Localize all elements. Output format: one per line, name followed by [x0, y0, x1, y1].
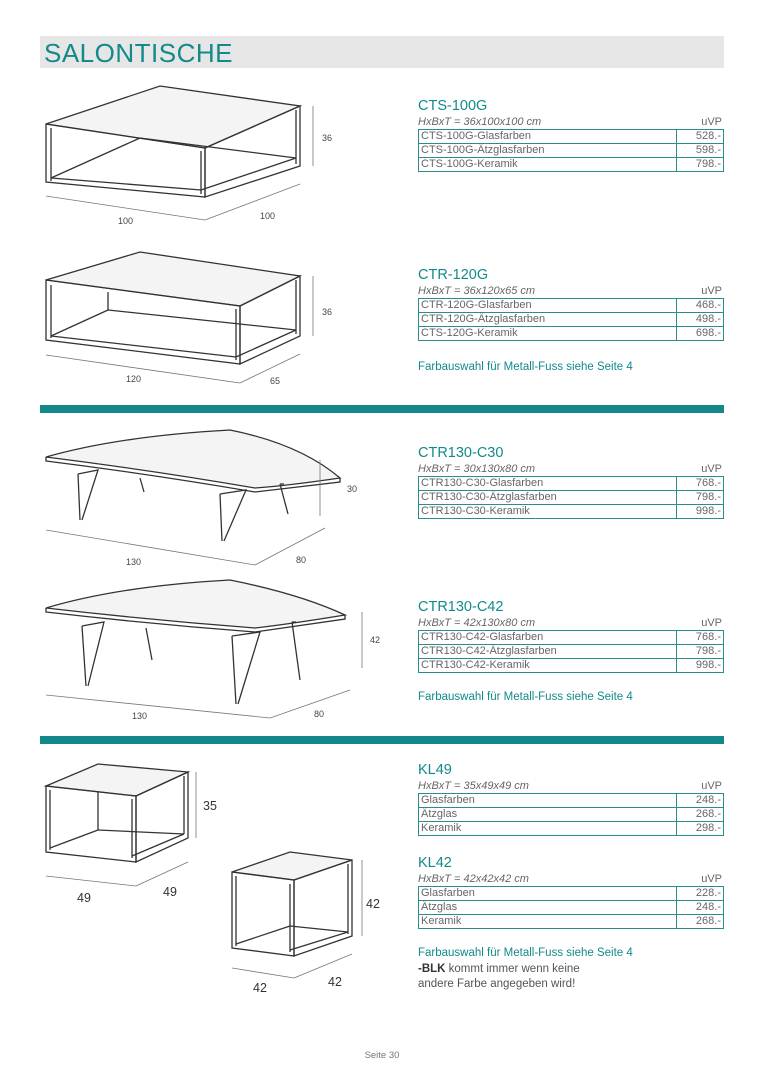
cts-height-label: 36: [322, 133, 333, 143]
variant-cell: CTR130-C42-Keramik: [419, 659, 677, 673]
price-cell: 998.-: [677, 659, 724, 673]
c30-depth-label: 80: [296, 555, 307, 565]
table-row: [419, 505, 724, 519]
price-cell: 268.-: [677, 808, 724, 822]
price-table: [418, 886, 724, 929]
table-row: [419, 158, 724, 172]
product-name: CTR-120G: [418, 267, 489, 283]
price-cell: 228.-: [677, 887, 724, 901]
price-table: [418, 298, 724, 341]
kl49-drawing: [46, 764, 196, 886]
product-dims: HxBxT = 36x120x65 cm: [418, 285, 536, 297]
price-cell: 798.-: [677, 491, 724, 505]
table-row: [419, 130, 724, 144]
price-cell: 498.-: [677, 313, 724, 327]
variant-cell: CTR130-C42-Ätzglasfarben: [419, 645, 677, 659]
table-row: [419, 299, 724, 313]
variant-cell: CTS-100G-Keramik: [419, 158, 677, 172]
product-name: CTR130-C30: [418, 445, 504, 461]
uvp-label: uVP: [701, 285, 722, 297]
c30-width-label: 130: [126, 557, 142, 567]
variant-cell: CTR130-C30-Keramik: [419, 505, 677, 519]
kl42-depth-label: 42: [328, 975, 342, 989]
price-cell: 768.-: [677, 631, 724, 645]
blk-text: kommt immer wenn keine: [445, 963, 580, 975]
uvp-label: uVP: [701, 873, 722, 885]
table-row: [419, 491, 724, 505]
ctr130-c42-drawing: [46, 580, 362, 718]
variant-cell: Keramik: [419, 915, 677, 929]
c30-height-label: 30: [347, 484, 358, 494]
kl42-width-label: 42: [253, 981, 267, 995]
product-ctr-120g: [418, 267, 724, 341]
cts-width-label: 100: [118, 216, 134, 226]
ctr-120g-drawing: [46, 252, 313, 383]
table-row: [419, 645, 724, 659]
c42-width-label: 130: [132, 711, 148, 721]
price-cell: 248.-: [677, 901, 724, 915]
price-cell: 768.-: [677, 477, 724, 491]
price-table: [418, 476, 724, 519]
table-row: [419, 915, 724, 929]
price-cell: 798.-: [677, 645, 724, 659]
table-row: [419, 631, 724, 645]
table-row: [419, 808, 724, 822]
price-cell: 798.-: [677, 158, 724, 172]
kl42-drawing: [232, 852, 362, 978]
uvp-label: uVP: [701, 617, 722, 629]
ctr-width-label: 120: [126, 374, 142, 384]
c42-depth-label: 80: [314, 709, 325, 719]
page-footer: Seite 30: [364, 1050, 400, 1061]
price-cell: 698.-: [677, 327, 724, 341]
uvp-label: uVP: [701, 116, 722, 128]
product-ctr130-c30: [418, 445, 724, 519]
product-kl42: [418, 855, 724, 929]
table-row: [419, 822, 724, 836]
variant-cell: CTS-100G-Glasfarben: [419, 130, 677, 144]
price-cell: 528.-: [677, 130, 724, 144]
variant-cell: CTR-120G-Glasfarben: [419, 299, 677, 313]
price-cell: 598.-: [677, 144, 724, 158]
table-row: [419, 794, 724, 808]
kl49-width-label: 49: [77, 891, 91, 905]
price-table: [418, 630, 724, 673]
product-dims: HxBxT = 42x130x80 cm: [418, 617, 536, 629]
price-cell: 998.-: [677, 505, 724, 519]
kl49-depth-label: 49: [163, 885, 177, 899]
table-row: [419, 144, 724, 158]
variant-cell: CTR130-C30-Ätzglasfarben: [419, 491, 677, 505]
price-table: [418, 129, 724, 172]
table-row: [419, 477, 724, 491]
product-kl49: [418, 762, 724, 836]
product-dims: HxBxT = 35x49x49 cm: [418, 780, 529, 792]
farbauswahl-note-2: Farbauswahl für Metall-Fuss siehe Seite 4: [418, 691, 633, 703]
ctr-height-label: 36: [322, 307, 333, 317]
product-dims: HxBxT = 42x42x42 cm: [418, 873, 529, 885]
product-dims: HxBxT = 30x130x80 cm: [418, 463, 536, 475]
variant-cell: CTS-100G-Ätzglasfarben: [419, 144, 677, 158]
price-table: [418, 793, 724, 836]
product-cts-100g: [418, 98, 724, 172]
variant-cell: CTS-120G-Keramik: [419, 327, 677, 341]
page-title: SALONTISCHE: [44, 38, 233, 68]
kl49-height-label: 35: [203, 799, 217, 813]
variant-cell: Ätzglas: [419, 901, 677, 915]
price-cell: 268.-: [677, 915, 724, 929]
cts-100g-drawing: [46, 86, 313, 220]
c42-height-label: 42: [370, 635, 381, 645]
blk-code: -BLK: [418, 963, 446, 975]
variant-cell: CTR130-C30-Glasfarben: [419, 477, 677, 491]
product-name: KL42: [418, 855, 452, 871]
uvp-label: uVP: [701, 780, 722, 792]
product-dims: HxBxT = 36x100x100 cm: [418, 116, 542, 128]
variant-cell: CTR-120G-Ätzglasfarben: [419, 313, 677, 327]
variant-cell: CTR130-C42-Glasfarben: [419, 631, 677, 645]
product-ctr130-c42: [418, 599, 724, 673]
price-cell: 248.-: [677, 794, 724, 808]
blk-text-line2: andere Farbe angegeben wird!: [418, 978, 576, 990]
kl42-height-label: 42: [366, 897, 380, 911]
table-row: [419, 887, 724, 901]
variant-cell: Glasfarben: [419, 794, 677, 808]
variant-cell: Ätzglas: [419, 808, 677, 822]
product-name: KL49: [418, 762, 452, 778]
product-name: CTR130-C42: [418, 599, 504, 615]
price-cell: 298.-: [677, 822, 724, 836]
uvp-label: uVP: [701, 463, 722, 475]
ctr-depth-label: 65: [270, 376, 281, 386]
blk-note: [418, 962, 580, 992]
farbauswahl-note-1: Farbauswahl für Metall-Fuss siehe Seite 4: [418, 361, 633, 373]
table-row: [419, 313, 724, 327]
price-cell: 468.-: [677, 299, 724, 313]
variant-cell: Keramik: [419, 822, 677, 836]
table-row: [419, 901, 724, 915]
cts-depth-label: 100: [260, 211, 276, 221]
table-row: [419, 659, 724, 673]
product-name: CTS-100G: [418, 98, 488, 114]
table-row: [419, 327, 724, 341]
farbauswahl-note-3: Farbauswahl für Metall-Fuss siehe Seite 4: [418, 947, 633, 959]
ctr130-c30-drawing: [46, 430, 340, 565]
variant-cell: Glasfarben: [419, 887, 677, 901]
